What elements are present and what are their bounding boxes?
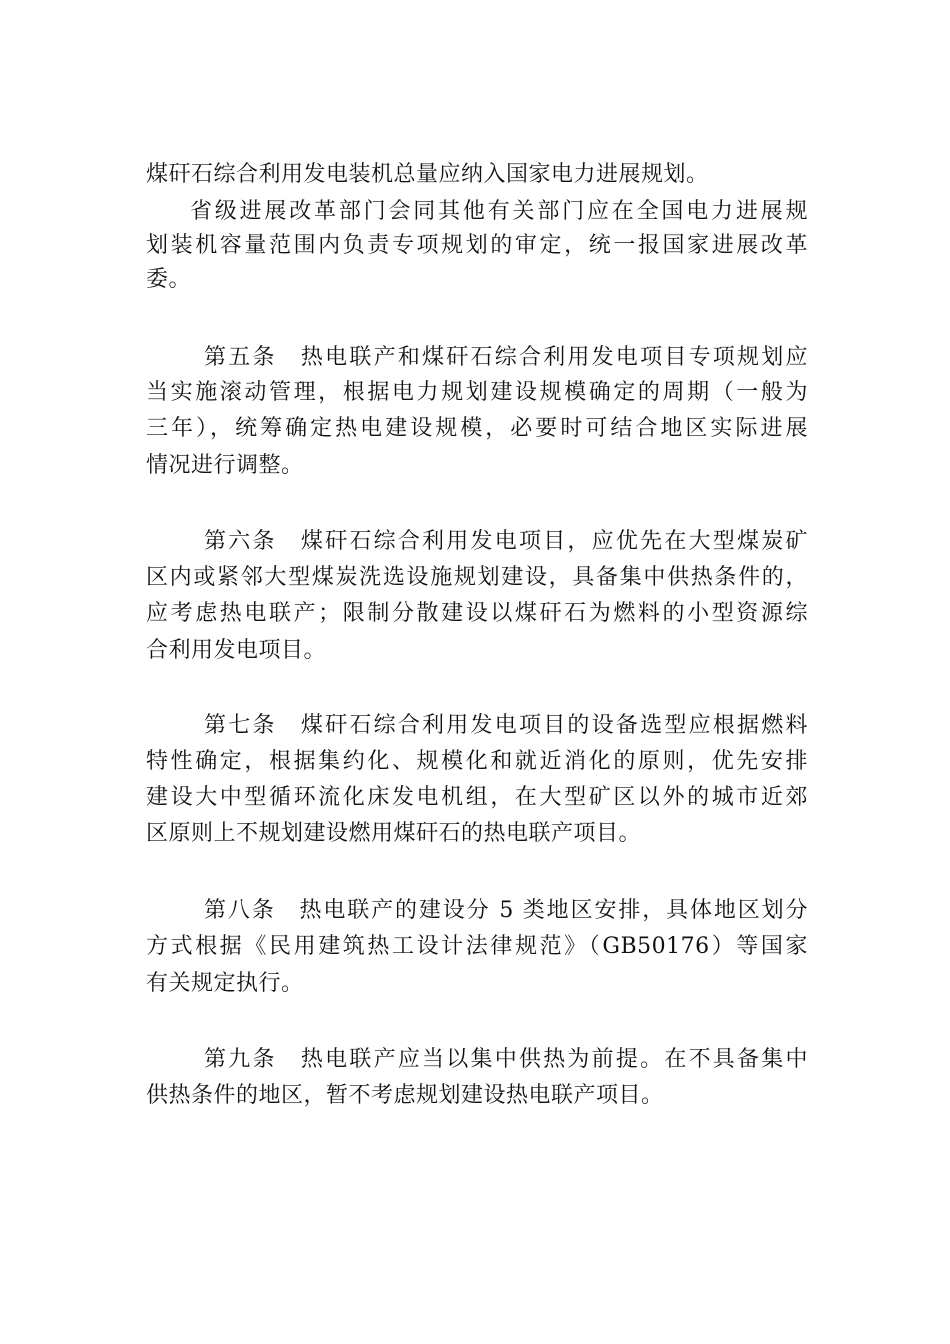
text-line: 划装机容量范围内负责专项规划的审定，统一报国家进展改革	[146, 233, 808, 258]
article-6-line: 第六条 煤矸石综合利用发电项目，应优先在大型煤炭矿	[204, 529, 808, 554]
text-line: 委。	[146, 267, 192, 292]
text-line: 区原则上不规划建设燃用煤矸石的热电联产项目。	[146, 821, 642, 846]
text-line: 煤矸石综合利用发电装机总量应纳入国家电力进展规划。	[146, 162, 709, 187]
text-line: 省级进展改革部门会同其他有关部门应在全国电力进展规	[190, 199, 808, 224]
article-5-line: 第五条 热电联产和煤矸石综合利用发电项目专项规划应	[204, 345, 808, 370]
text-line: 区内或紧邻大型煤炭洗选设施规划建设，具备集中供热条件的，	[146, 565, 808, 590]
text-line: 特性确定，根据集约化、规模化和就近消化的原则，优先安排	[146, 749, 808, 774]
article-8-line: 第八条 热电联产的建设分 5 类地区安排，具体地区划分	[204, 898, 808, 923]
text-line: 合利用发电项目。	[146, 638, 327, 663]
text-line: 方式根据《民用建筑热工设计法律规范》（GB50176）等国家	[146, 934, 808, 959]
text-line: 当实施滚动管理，根据电力规划建设规模确定的周期（一般为	[146, 380, 808, 405]
article-7-line: 第七条 煤矸石综合利用发电项目的设备选型应根据燃料	[204, 713, 808, 738]
article-9-line: 第九条 热电联产应当以集中供热为前提。在不具备集中	[204, 1047, 808, 1072]
text-line: 情况进行调整。	[146, 453, 304, 478]
text-line: 应考虑热电联产；限制分散建设以煤矸石为燃料的小型资源综	[146, 601, 808, 626]
text-line: 三年），统筹确定热电建设规模，必要时可结合地区实际进展	[146, 416, 808, 441]
text-line: 有关规定执行。	[146, 971, 304, 996]
text-line: 建设大中型循环流化床发电机组，在大型矿区以外的城市近郊	[146, 785, 808, 810]
text-line: 供热条件的地区，暂不考虑规划建设热电联产项目。	[146, 1083, 664, 1108]
